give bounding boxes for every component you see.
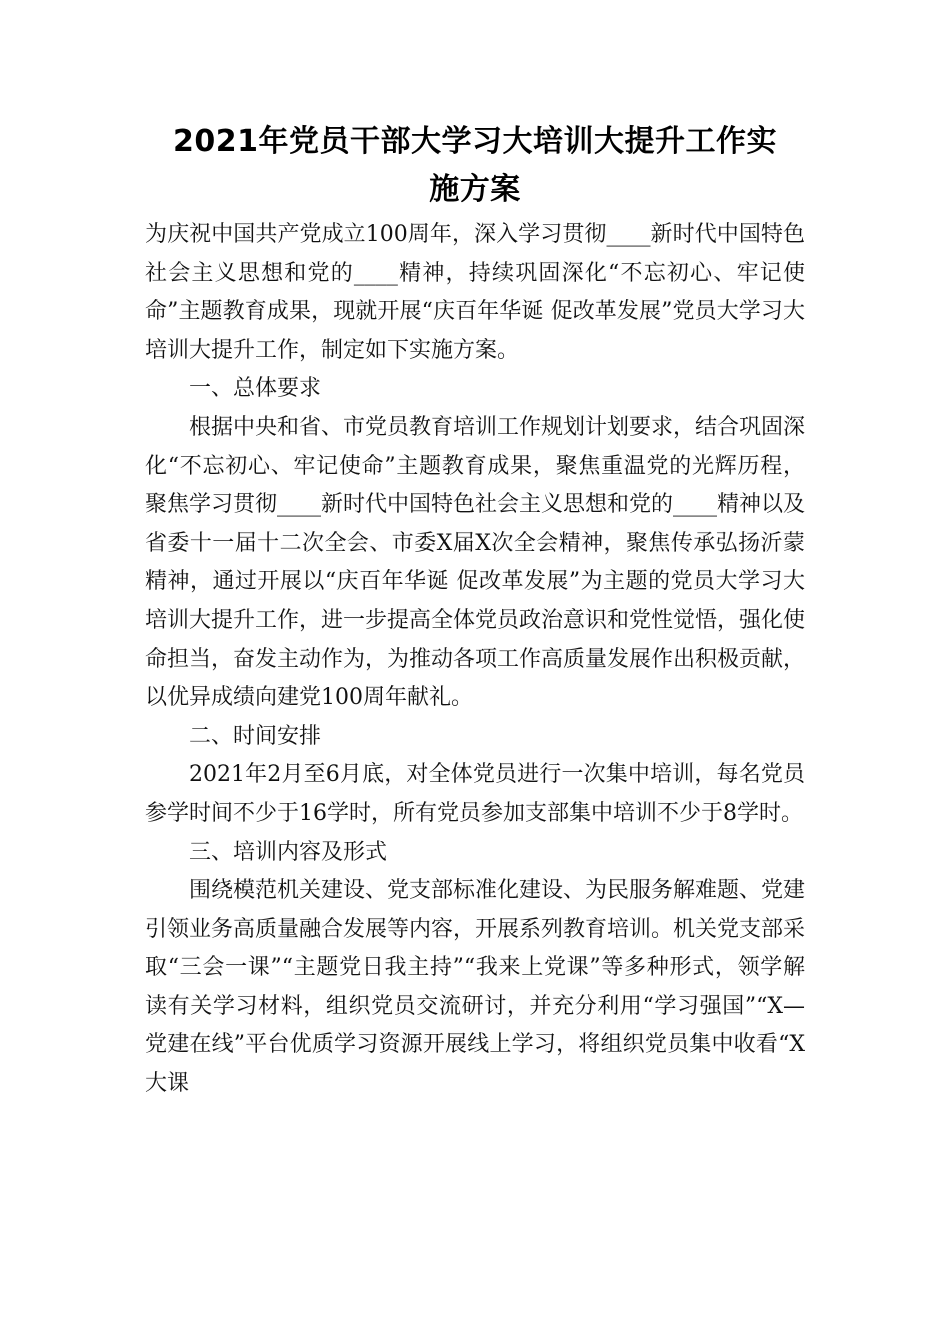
document-title	[145, 118, 805, 214]
document-title-line-1: 2021年党员干部大学习大培训大提升工作实	[173, 124, 777, 159]
document-title-line-2: 施方案	[429, 172, 521, 207]
section-heading-general-requirements: 一、总体要求	[189, 376, 322, 402]
section-heading-schedule: 二、时间安排	[189, 723, 322, 749]
section-heading-content-format: 三、培训内容及形式	[189, 839, 388, 865]
document-body	[145, 216, 805, 1104]
section-body-schedule: 2021年2月至6月底，对全体党员进行一次集中培训，每名党员参学时间不少于16学时，所有党员参加支部集中培训不少于8学时。	[145, 762, 805, 826]
document-page	[145, 118, 805, 1104]
intro-paragraph: 为庆祝中国共产党成立100周年，深入学习贯彻____新时代中国特色社会主义思想和党的____精神，持续巩固深化“不忘初心、牢记使命”主题教育成果，现就开展“庆百年华诞 促改革发展”党员大学习大培训大提升工作，制定如下实施方案。	[145, 222, 805, 363]
section-body-general-requirements: 根据中央和省、市党员教育培训工作规划计划要求，结合巩固深化“不忘初心、牢记使命”主题教育成果，聚焦重温党的光辉历程，聚焦学习贯彻____新时代中国特色社会主义思想和党的____精神以及省委十一届十二次全会、市委X届X次全会精神，聚焦传承弘扬沂蒙精神，通过开展以“庆百年华诞 促改革发展”为主题的党员大学习大培训大提升工作，进一步提高全体党员政治意识和党性觉悟，强化使命担当，奋发主动作为，为推动各项工作高质量发展作出积极贡献，以优异成绩向建党100周年献礼。	[145, 414, 806, 711]
section-body-content-format: 围绕模范机关建设、党支部标准化建设、为民服务解难题、党建引领业务高质量融合发展等内容，开展系列教育培训。机关党支部采取“三会一课”“主题党日我主持”“我来上党课”等多种形式，领学解读有关学习材料，组织党员交流研讨，并充分利用“学习强国”“X—党建在线”平台优质学习资源开展线上学习，将组织党员集中收看“X大课	[145, 878, 806, 1097]
